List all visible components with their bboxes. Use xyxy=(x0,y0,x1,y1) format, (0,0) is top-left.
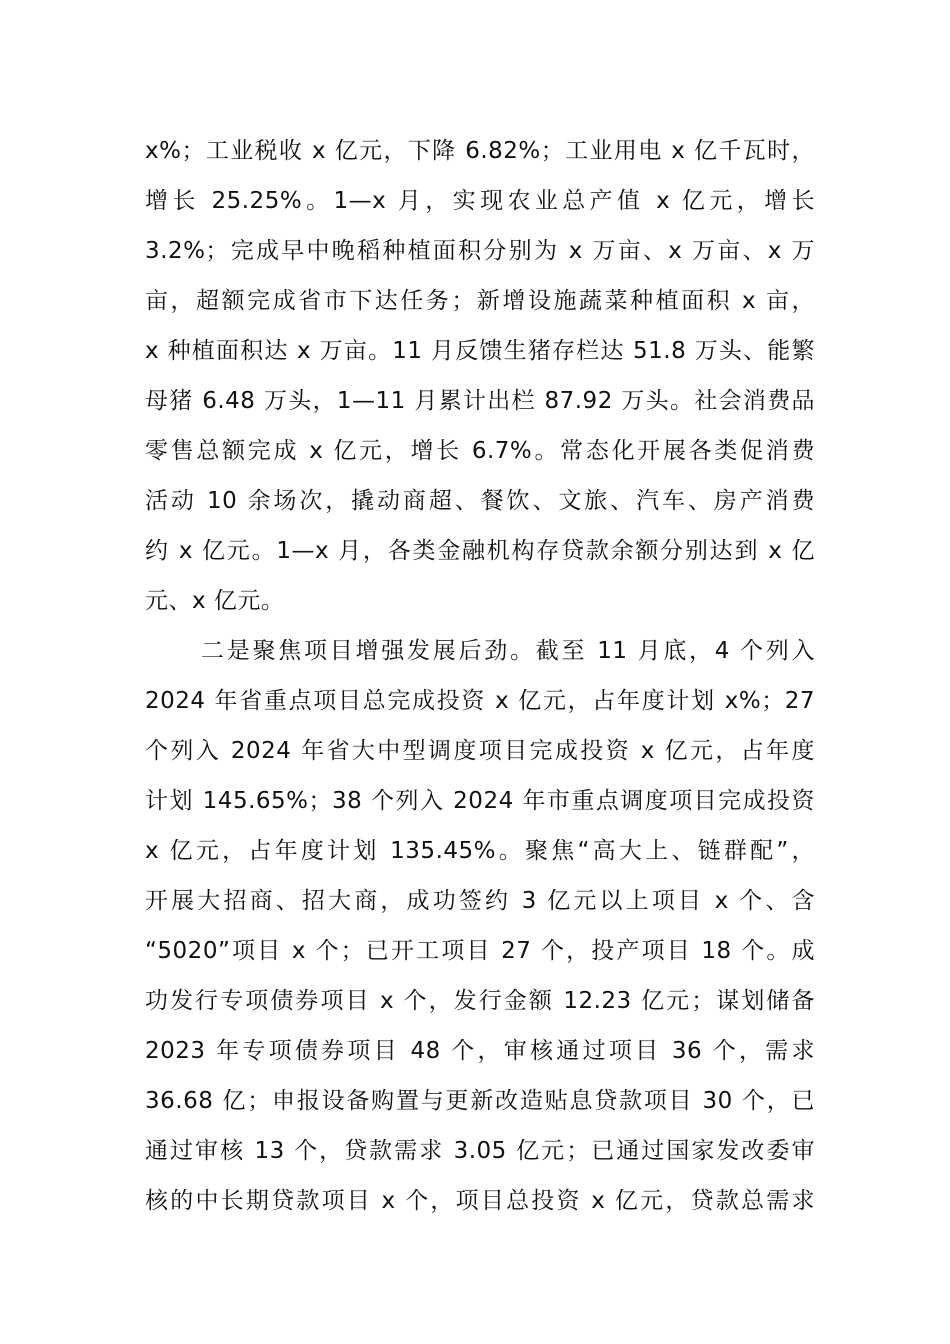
text-line: 亩，超额完成省市下达任务；新增设施蔬菜种植面积 x 亩， xyxy=(145,288,815,314)
text-line: 约 x 亿元。1—x 月，各类金融机构存贷款余额分别达到 x 亿 xyxy=(145,538,815,564)
text-line: 通过审核 13 个，贷款需求 3.05 亿元；已通过国家发改委审 xyxy=(145,1138,815,1164)
text-line: 二是聚焦项目增强发展后劲。截至 11 月底，4 个列入 xyxy=(201,638,815,664)
text-line: x 种植面积达 x 万亩。11 月反馈生猪存栏达 51.8 万头、能繁 xyxy=(145,338,815,364)
text-line: x 亿元，占年度计划 135.45%。聚焦“高大上、链群配”， xyxy=(145,838,815,864)
text-line: 零售总额完成 x 亿元，增长 6.7%。常态化开展各类促消费 xyxy=(145,438,815,464)
paragraph-1 xyxy=(145,126,815,626)
text-line: 36.68 亿；申报设备购置与更新改造贴息贷款项目 30 个，已 xyxy=(145,1088,815,1114)
text-line: 功发行专项债券项目 x 个，发行金额 12.23 亿元；谋划储备 xyxy=(145,988,815,1014)
text-line: 2023 年专项债券项目 48 个，审核通过项目 36 个，需求 xyxy=(145,1038,815,1064)
text-line: 增长 25.25%。1—x 月，实现农业总产值 x 亿元，增长 xyxy=(145,188,815,214)
text-line: 2024 年省重点项目总完成投资 x 亿元，占年度计划 x%；27 xyxy=(145,688,815,714)
text-line: 个列入 2024 年省大中型调度项目完成投资 x 亿元，占年度 xyxy=(145,738,815,764)
text-line: 计划 145.65%；38 个列入 2024 年市重点调度项目完成投资 xyxy=(145,788,815,814)
text-line: “5020”项目 x 个；已开工项目 27 个，投产项目 18 个。成 xyxy=(145,938,815,964)
text-line: 核的中长期贷款项目 x 个，项目总投资 x 亿元，贷款总需求 xyxy=(145,1188,815,1214)
paragraph-2 xyxy=(145,626,815,1226)
text-line: 母猪 6.48 万头，1—11 月累计出栏 87.92 万头。社会消费品 xyxy=(145,388,815,414)
text-line: 活动 10 余场次，撬动商超、餐饮、文旅、汽车、房产消费 xyxy=(145,488,815,514)
text-line: 3.2%；完成早中晚稻种植面积分别为 x 万亩、x 万亩、x 万 xyxy=(145,238,815,264)
text-line: 元、x 亿元。 xyxy=(145,588,285,614)
text-line: x%；工业税收 x 亿元，下降 6.82%；工业用电 x 亿千瓦时， xyxy=(145,138,815,164)
text-line: 开展大招商、招大商，成功签约 3 亿元以上项目 x 个、含 xyxy=(145,888,815,914)
body-text xyxy=(145,126,815,1226)
